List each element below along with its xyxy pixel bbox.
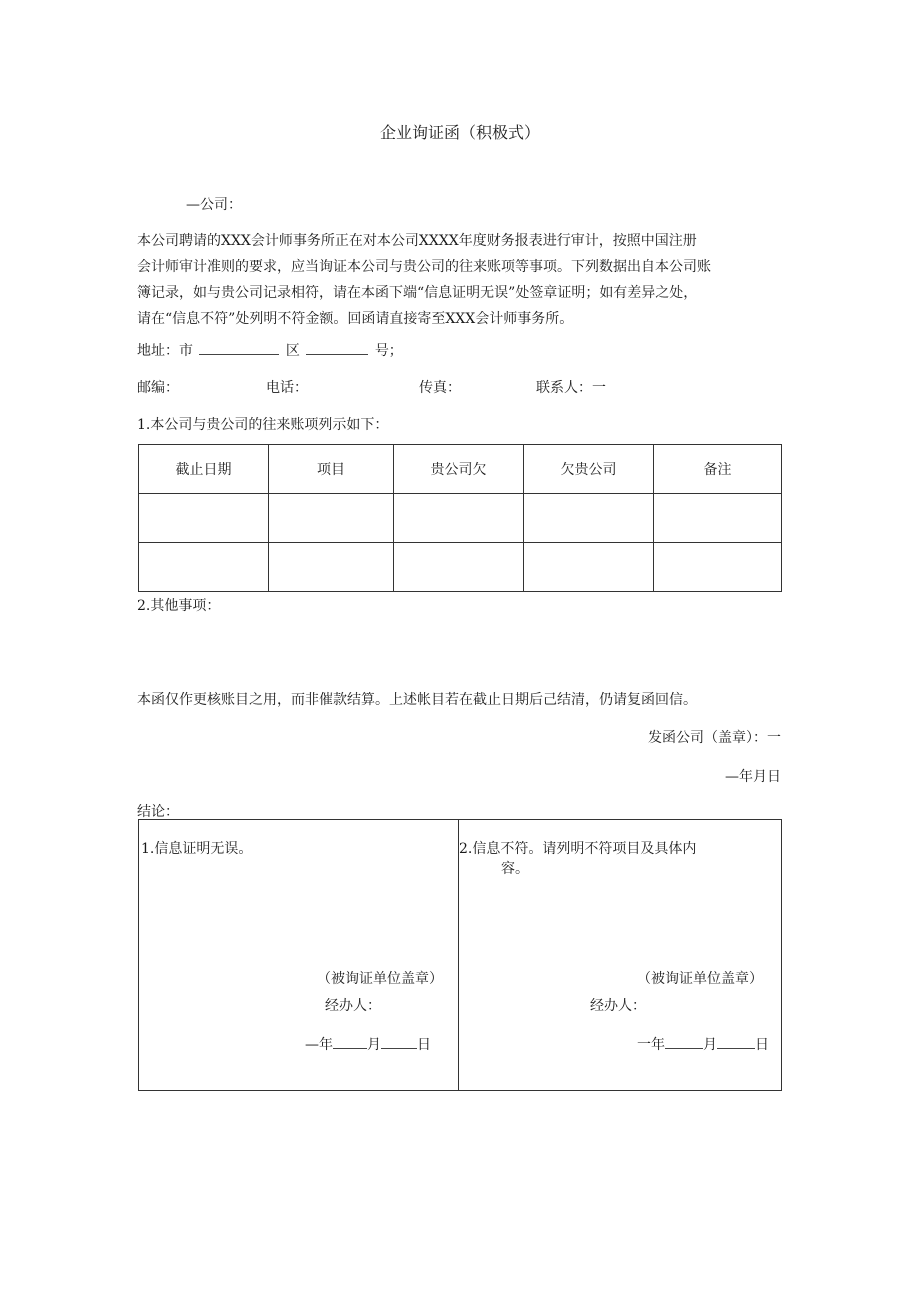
header-item: 项目	[269, 445, 394, 494]
header-cutoff-date: 截止日期	[139, 445, 269, 494]
discrepancy-handler-label: 经办人：	[590, 998, 646, 1014]
section-2-heading: 2.其他事项：	[137, 598, 221, 614]
header-owed-to-you: 欠贵公司	[524, 445, 654, 494]
confirm-date-line	[305, 1034, 431, 1054]
conclusion-label: 结论：	[137, 804, 179, 820]
month-blank[interactable]	[333, 1035, 367, 1049]
sender-stamp-line: 发函公司（盖章）：一	[648, 730, 781, 746]
table-cell[interactable]	[269, 543, 394, 592]
conclusion-box	[138, 819, 782, 1091]
number-label: 号；	[374, 343, 403, 359]
disclaimer-note: 本函仅作更核账目之用，而非催款结算。上述帐目若在截止日期后己结清，仍请复函回信。	[137, 692, 697, 708]
table-cell[interactable]	[269, 494, 394, 543]
day-blank[interactable]	[717, 1035, 755, 1049]
table-cell[interactable]	[394, 494, 524, 543]
body-line: 本公司聘请的XXX会计师事务所正在对本公司XXXX年度财务报表进行审计，按照中国注册	[137, 233, 697, 249]
table-cell[interactable]	[654, 543, 782, 592]
discrepancy-date-line	[637, 1034, 769, 1054]
confirm-correct-option: 1.信息证明无误。	[141, 841, 253, 857]
year-label: —年	[305, 1037, 333, 1053]
sender-date-line: —年月日	[725, 769, 781, 785]
city-blank[interactable]	[199, 341, 279, 355]
district-label: 区	[285, 343, 300, 359]
table-cell[interactable]	[139, 494, 269, 543]
postcode-label: 邮编：	[137, 380, 179, 396]
address-label: 地址：市	[137, 343, 193, 359]
phone-label: 电话：	[266, 380, 308, 396]
discrepancy-option: 2.信息不符。请列明不符项目及具体内	[459, 841, 697, 857]
table-header-row	[139, 445, 782, 494]
fax-label: 传真：	[419, 380, 461, 396]
year-label: 一年	[637, 1037, 665, 1053]
day-label: 日	[755, 1037, 769, 1053]
address-line	[137, 340, 403, 360]
confirm-handler-label: 经办人：	[325, 998, 381, 1014]
header-owed-by-you: 贵公司欠	[394, 445, 524, 494]
discrepancy-option-cont: 容。	[501, 861, 529, 877]
header-remarks: 备注	[654, 445, 782, 494]
day-blank[interactable]	[381, 1035, 417, 1049]
table-cell[interactable]	[524, 494, 654, 543]
month-label: 月	[367, 1037, 381, 1053]
table-cell[interactable]	[524, 543, 654, 592]
confirm-stamp-label: （被询证单位盖章）	[317, 971, 443, 987]
table-cell[interactable]	[394, 543, 524, 592]
day-label: 日	[417, 1037, 431, 1053]
month-blank[interactable]	[665, 1035, 703, 1049]
body-line: 请在“信息不符”处列明不符金额。回函请直接寄至XXX会计师事务所。	[137, 311, 574, 327]
section-1-heading: 1.本公司与贵公司的往来账项列示如下：	[137, 417, 389, 433]
body-paragraph	[137, 228, 787, 332]
account-table	[138, 444, 782, 592]
conclusion-divider	[458, 820, 459, 1090]
table-cell[interactable]	[654, 494, 782, 543]
table-row	[139, 543, 782, 592]
month-label: 月	[703, 1037, 717, 1053]
table-cell[interactable]	[139, 543, 269, 592]
discrepancy-stamp-label: （被询证单位盖章）	[637, 971, 763, 987]
salutation: —公司：	[186, 197, 242, 213]
body-line: 簿记录，如与贵公司记录相符，请在本函下端“信息证明无误”处签章证明；如有差异之处，	[137, 285, 698, 301]
district-blank[interactable]	[306, 341, 368, 355]
body-line: 会计师审计准则的要求，应当询证本公司与贵公司的往来账项等事项。下列数据出自本公司账	[137, 259, 711, 275]
contact-person-label: 联系人：一	[536, 380, 606, 396]
page-title: 企业询证函（积极式）	[379, 123, 540, 142]
table-row	[139, 494, 782, 543]
